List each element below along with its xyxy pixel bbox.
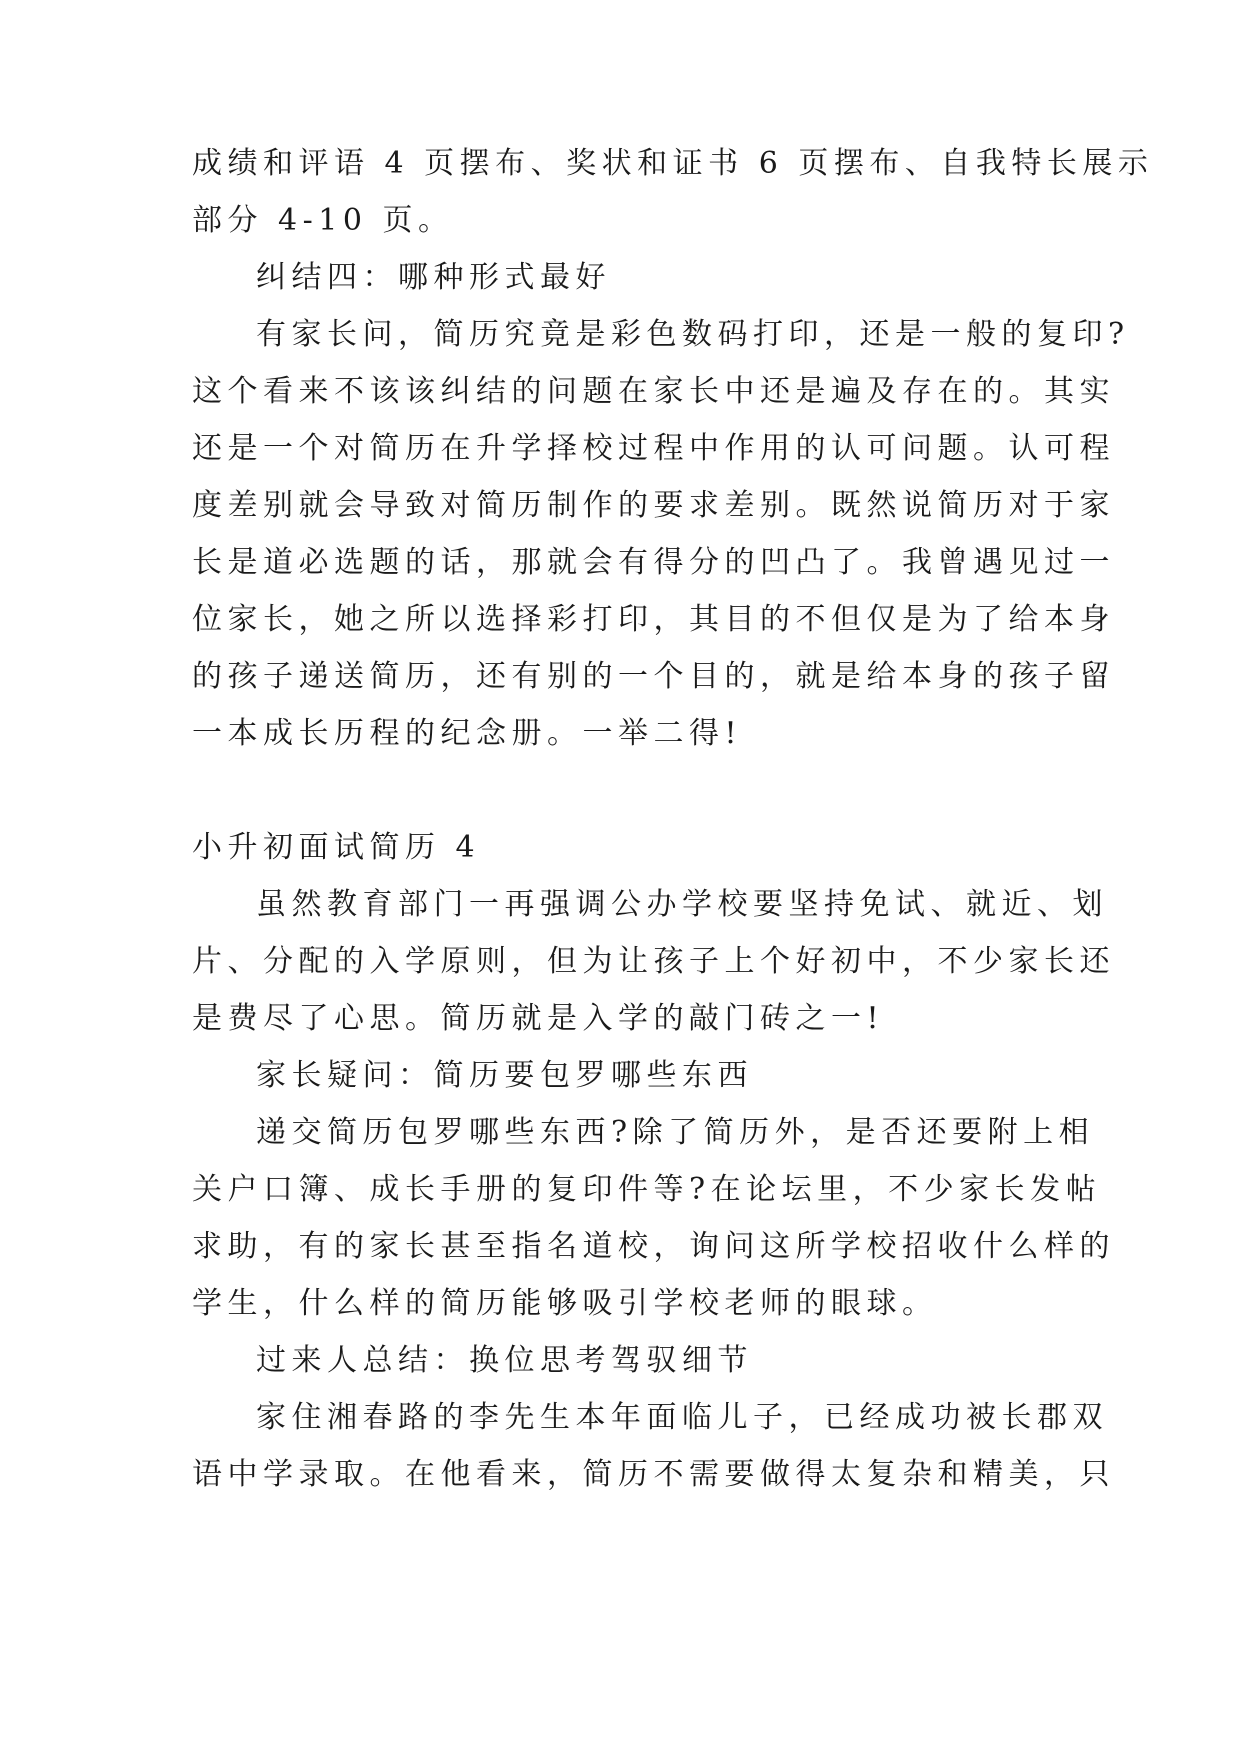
section-heading: 纠结四：哪种形式最好	[256, 260, 611, 295]
paragraph-line: 虽然教育部门一再强调公办学校要坚持免试、就近、划	[256, 887, 1108, 922]
paragraph-line: 成绩和评语 4 页摆布、奖状和证书 6 页摆布、自我特长展示	[192, 146, 1154, 181]
paragraph-line: 家住湘春路的李先生本年面临儿子，已经成功被长郡双	[256, 1400, 1108, 1435]
paragraph-line: 位家长，她之所以选择彩打印，其目的不但仅是为了给本身	[192, 602, 1115, 637]
paragraph-line: 部分 4-10 页。	[192, 203, 454, 238]
paragraph-line: 递交简历包罗哪些东西?除了简历外，是否还要附上相	[256, 1115, 1095, 1150]
paragraph-line: 的孩子递送简历，还有别的一个目的，就是给本身的孩子留	[192, 659, 1115, 694]
paragraph-line: 还是一个对简历在升学择校过程中作用的认可问题。认可程	[192, 431, 1115, 466]
paragraph-line: 长是道必选题的话，那就会有得分的凹凸了。我曾遇见过一	[192, 545, 1115, 580]
section-heading: 家长疑问：简历要包罗哪些东西	[256, 1058, 753, 1093]
paragraph-line: 一本成长历程的纪念册。一举二得!	[192, 716, 743, 751]
paragraph-line: 这个看来不该该纠结的问题在家长中还是遍及存在的。其实	[192, 374, 1115, 409]
paragraph-line: 语中学录取。在他看来，简历不需要做得太复杂和精美，只	[192, 1457, 1115, 1492]
paragraph-line: 求助，有的家长甚至指名道校，询问这所学校招收什么样的	[192, 1229, 1115, 1264]
paragraph-line: 关户口簿、成长手册的复印件等?在论坛里，不少家长发帖	[192, 1172, 1102, 1207]
paragraph-line: 有家长问，简历究竟是彩色数码打印，还是一般的复印?	[256, 317, 1130, 352]
paragraph-line: 是费尽了心思。简历就是入学的敲门砖之一!	[192, 1001, 885, 1036]
section-heading: 过来人总结：换位思考驾驭细节	[256, 1343, 753, 1378]
paragraph-line: 学生，什么样的简历能够吸引学校老师的眼球。	[192, 1286, 938, 1321]
article-title: 小升初面试简历 4	[192, 830, 481, 865]
paragraph-line: 片、分配的入学原则，但为让孩子上个好初中，不少家长还	[192, 944, 1115, 979]
paragraph-line: 度差别就会导致对简历制作的要求差别。既然说简历对于家	[192, 488, 1115, 523]
